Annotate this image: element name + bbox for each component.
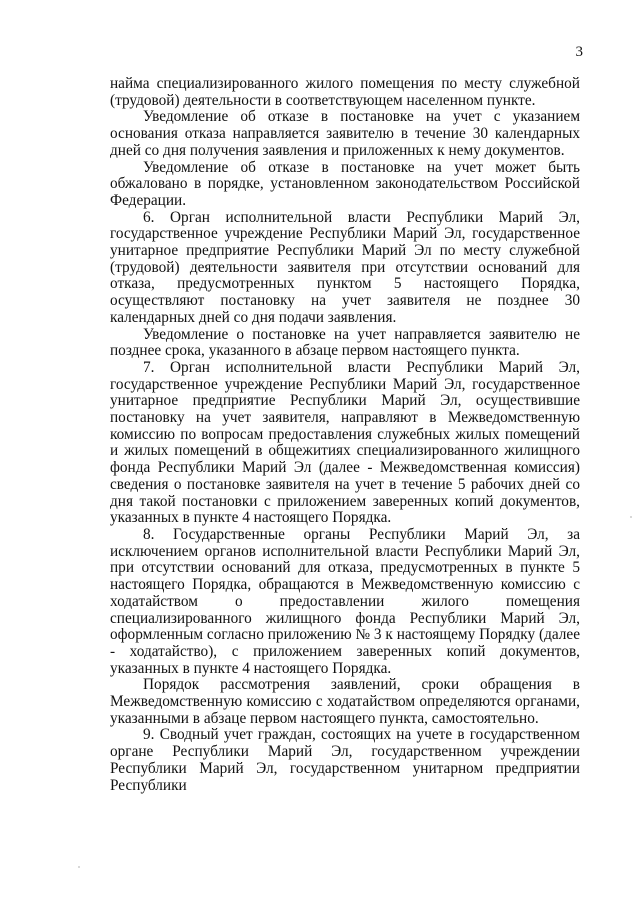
paragraph-item-9: 9. Сводный учет граждан, состоящих на учете в государственном органе Республики Марий Эл, государственном учреждении Республики Марий Эл, государственном унитарном предприятии Республики — [110, 726, 580, 794]
paragraph-registration-notice: Уведомление о постановке на учет направляется заявителю не позднее срока, указанного в абзаце первом настоящего пункта. — [110, 325, 580, 360]
paragraph-item-6: 6. Орган исполнительной власти Республики Марий Эл, государственное учреждение Республики Марий Эл, государственное унитарное предприятие Республики Марий Эл по месту служебной (трудовой) деятельности заявителя при отсутствии оснований для отказа, предусмотренных пунктом 5 настоящего Порядка, осуществляют постановку на учет заявителя не позднее 30 календарных дней со дня подачи заявления. — [110, 208, 580, 326]
paragraph-item-7: 7. Орган исполнительной власти Республики Марий Эл, государственное учреждение Республики Марий Эл, государственное унитарное предприятие Республики Марий Эл, осуществившие постановку на учет заявителя, направляют в Межведомственную комиссию по вопросам предоставления служебных жилых помещений и жилых помещений в общежитиях специализированного жилищного фонда Республики Марий Эл (далее - Межведомственная комиссия) сведения о постановке заявителя на учет в течение 5 рабочих дней со дня такой постановки с приложением заверенных копий документов, указанных в пункте 4 настоящего Порядка. — [110, 358, 580, 527]
paragraph-continuation: найма специализированного жилого помещения по месту служебной (трудовой) деятельности в соответствующем населенном пункте. — [110, 75, 580, 109]
paragraph-review-procedure: Порядок рассмотрения заявлений, сроки обращения в Межведомственную комиссию с ходатайством определяются органами, указанными в абзаце первом настоящего пункта, самостоятельно. — [110, 676, 580, 727]
document-body — [110, 76, 580, 794]
paragraph-refusal-notice: Уведомление об отказе в постановке на учет с указанием основания отказа направляется заявителю в течение 30 календарных дней со дня получения заявления и приложенных к нему документов. — [110, 108, 580, 159]
paragraph-item-8: 8. Государственные органы Республики Марий Эл, за исключением органов исполнительной власти Республики Марий Эл, при отсутствии оснований для отказа, предусмотренных в пункте 5 настоящего Порядка, обращаются в Межведомственную комиссию с ходатайством о предоставлении жилого помещения специализированного жилищного фонда Республики Марий Эл, оформленным согласно приложению № 3 к настоящему Порядку (далее - ходатайство), с приложением заверенных копий документов, указанных в пункте 4 настоящего Порядка. — [110, 525, 580, 677]
scan-speck — [630, 516, 632, 518]
page-number: 3 — [575, 44, 583, 60]
scan-speck — [78, 866, 80, 868]
paragraph-refusal-appeal: Уведомление об отказе в постановке на учет может быть обжаловано в порядке, установленном законодательством Российской Федерации. — [110, 158, 580, 209]
